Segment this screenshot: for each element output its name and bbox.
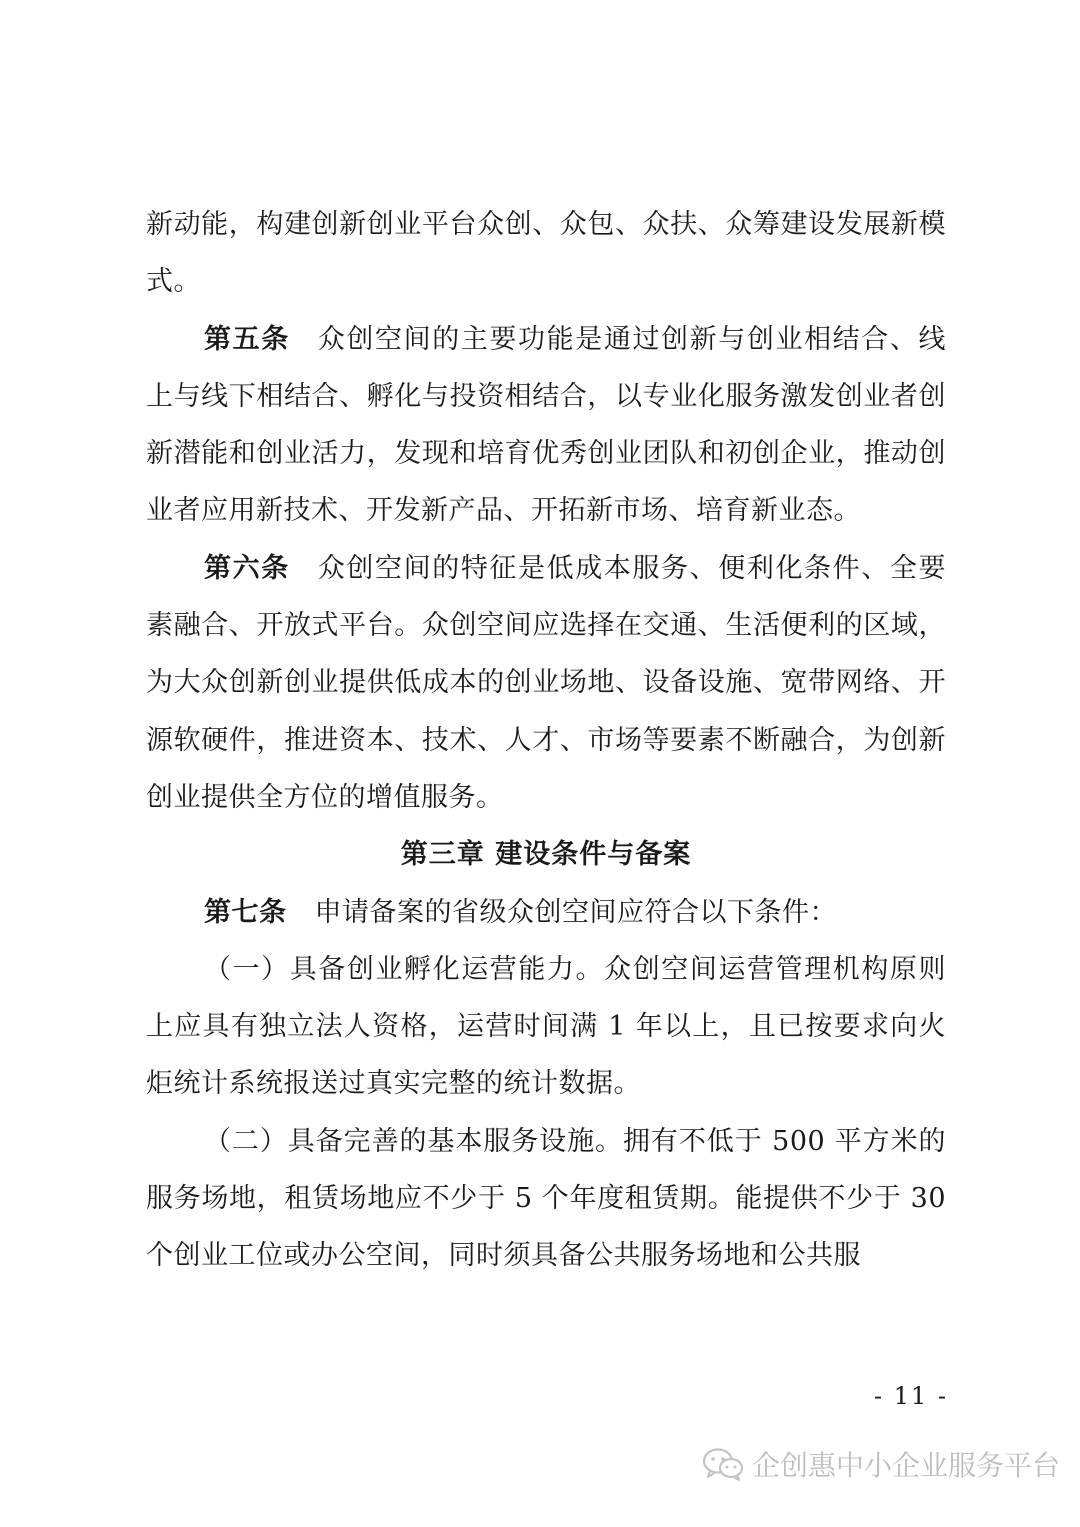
condition-item-1	[146, 941, 946, 1113]
watermark	[702, 1444, 1060, 1484]
paragraph-text: 新动能，构建创新创业平台众创、众包、众扶、众筹建设发展新模式。	[146, 209, 946, 298]
condition-text: （二）具备完善的基本服务设施。拥有不低于 500 平方米的服务场地，租赁场地应不少于 5 个年度租赁期。能提供不少于 30 个创业工位或办公空间，同时须具备公共服务场地和公共服	[146, 1125, 946, 1272]
condition-item-2	[146, 1113, 946, 1285]
article-6	[146, 540, 946, 826]
article-7	[146, 884, 946, 941]
wechat-icon	[702, 1447, 744, 1481]
article-text: 众创空间的特征是低成本服务、便利化条件、全要素融合、开放式平台。众创空间应选择在交通、生活便利的区域，为大众创新创业提供低成本的创业场地、设备设施、宽带网络、开源软硬件，推进资本、技术、人才、市场等要素不断融合，为创新创业提供全方位的增值服务。	[146, 552, 946, 813]
condition-text: （一）具备创业孵化运营能力。众创空间运营管理机构原则上应具有独立法人资格，运营时间满 1 年以上，且已按要求向火炬统计系统报送过真实完整的统计数据。	[146, 953, 946, 1100]
article-text: 众创空间的主要功能是通过创新与创业相结合、线上与线下相结合、孵化与投资相结合，以专业化服务激发创业者创新潜能和创业活力，发现和培育优秀创业团队和初创企业，推动创业者应用新技术、开发新产品、开拓新市场、培育新业态。	[146, 323, 946, 527]
article-text: 申请备案的省级众创空间应符合以下条件：	[314, 896, 837, 928]
chapter-heading: 第三章 建设条件与备案	[400, 839, 692, 871]
paragraph-continuation	[146, 196, 946, 311]
article-label: 第七条	[204, 896, 287, 928]
document-body	[146, 196, 946, 1285]
article-5	[146, 311, 946, 540]
watermark-text: 企创惠中小企业服务平台	[752, 1449, 1061, 1482]
page-number: - 11 -	[873, 1382, 948, 1410]
article-label: 第五条	[204, 323, 290, 355]
article-label: 第六条	[204, 552, 290, 584]
